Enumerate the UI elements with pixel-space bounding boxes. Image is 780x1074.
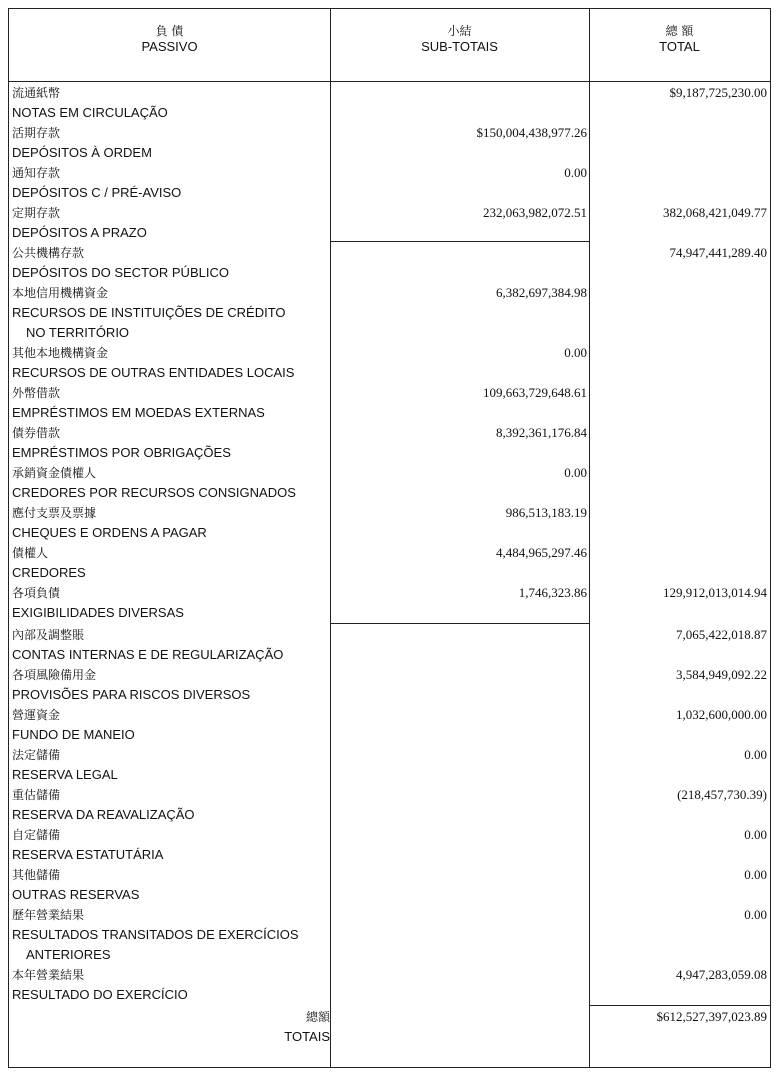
table-row: [9, 965, 767, 1005]
row-total: 382,068,421,049.77: [663, 205, 767, 220]
row-label: [12, 83, 337, 123]
row-label: [12, 423, 337, 463]
row-subtotal: $150,004,438,977.26: [476, 125, 587, 140]
row-total: 0.00: [744, 867, 767, 882]
table-row: [9, 203, 767, 243]
row-total: 0.00: [744, 907, 767, 922]
table-row: [9, 745, 767, 785]
row-label-pt: DEPÓSITOS À ORDEM: [12, 145, 152, 160]
row-label-pt: RESULTADO DO EXERCÍCIO: [12, 987, 188, 1002]
row-label: [12, 243, 337, 283]
table-row: [9, 343, 764, 383]
row-label: [12, 865, 337, 905]
row-label-zh: 各項負債: [12, 586, 61, 600]
row-label-pt: RESERVA ESTATUTÁRIA: [12, 847, 164, 862]
row-label: [12, 965, 337, 1005]
row-label: [12, 163, 337, 203]
row-label-zh: 定期存款: [12, 206, 61, 220]
row-label-zh: 歷年營業結果: [12, 908, 85, 922]
row-total: 0.00: [744, 747, 767, 762]
table-row: [9, 243, 767, 283]
row-subtotal: 986,513,183.19: [505, 505, 587, 520]
table-row: [9, 865, 767, 905]
row-total: 74,947,441,289.40: [669, 245, 767, 260]
row-label-pt: RECURSOS DE INSTITUIÇÕES DE CRÉDITO: [12, 305, 286, 320]
table-row: [9, 383, 764, 423]
table-row: [9, 283, 764, 343]
row-label-zh: 內部及調整賬: [12, 628, 85, 642]
header-total-zh: 總 額: [665, 24, 694, 38]
row-label-pt: DEPÓSITOS C / PRÉ-AVISO: [12, 185, 182, 200]
row-label-pt: FUNDO DE MANEIO: [12, 727, 135, 742]
row-label-zh: 重估儲備: [12, 788, 61, 802]
row-label-zh: 債權人: [12, 546, 49, 560]
row-total: 129,912,013,014.94: [663, 585, 767, 600]
header-subtotals-pt: SUB-TOTAIS: [421, 39, 498, 54]
row-total: (218,457,730.39): [677, 787, 767, 802]
row-label: [12, 785, 337, 825]
row-label-zh: 債券借款: [12, 426, 61, 440]
row-label-zh: 其他儲備: [12, 868, 61, 882]
header-liabilities-zh: 負 債: [155, 24, 184, 38]
row-label-zh: 承銷資金債權人: [12, 466, 97, 480]
totals-row: [9, 1007, 767, 1047]
table-row: [9, 123, 764, 163]
row-label: [12, 283, 337, 343]
subtotal-rule-2: [330, 623, 589, 624]
balance-sheet-liabilities: [8, 8, 771, 1068]
row-label-pt-continued: ANTERIORES: [26, 947, 111, 962]
row-label-zh: 自定儲備: [12, 828, 61, 842]
row-label-pt: EXIGIBILIDADES DIVERSAS: [12, 605, 184, 620]
row-label-zh: 應付支票及票據: [12, 506, 97, 520]
row-label: [12, 825, 337, 865]
row-subtotal: 109,663,729,648.61: [483, 385, 587, 400]
row-total: 0.00: [744, 827, 767, 842]
row-label-pt: RESERVA LEGAL: [12, 767, 118, 782]
header-total: [589, 23, 770, 55]
row-label-pt: CREDORES POR RECURSOS CONSIGNADOS: [12, 485, 296, 500]
row-label-pt: DEPÓSITOS DO SECTOR PÚBLICO: [12, 265, 229, 280]
row-subtotal: 1,746,323.86: [518, 585, 587, 600]
row-subtotal: 0.00: [564, 165, 587, 180]
row-label: [12, 503, 337, 543]
table-row: [9, 83, 767, 123]
row-label-zh: 公共機構存款: [12, 246, 85, 260]
header-subtotals: [330, 23, 589, 55]
row-label: [12, 583, 337, 623]
row-label-zh: 流通紙幣: [12, 86, 61, 100]
row-label: [12, 905, 337, 965]
row-total: 4,947,283,059.08: [676, 967, 767, 982]
row-label-pt: DEPÓSITOS A PRAZO: [12, 225, 147, 240]
row-subtotal: 0.00: [564, 345, 587, 360]
row-label: [12, 705, 337, 745]
row-label-pt: RECURSOS DE OUTRAS ENTIDADES LOCAIS: [12, 365, 295, 380]
table-row: [9, 543, 764, 583]
row-label-zh: 法定儲備: [12, 748, 61, 762]
row-subtotal: 6,382,697,384.98: [496, 285, 587, 300]
row-label-pt: CONTAS INTERNAS E DE REGULARIZAÇÃO: [12, 647, 284, 662]
total-rule: [589, 1005, 770, 1006]
row-label-zh: 本年營業結果: [12, 968, 85, 982]
row-total: $9,187,725,230.00: [669, 85, 767, 100]
row-label-zh: 外幣借款: [12, 386, 61, 400]
row-label-pt: OUTRAS RESERVAS: [12, 887, 140, 902]
row-label: [12, 383, 337, 423]
row-label-zh: 活期存款: [12, 126, 61, 140]
totals-label-pt: TOTAIS: [284, 1029, 330, 1044]
table-row: [9, 503, 764, 543]
table-row: [9, 163, 764, 203]
table-row: [9, 665, 767, 705]
row-subtotal: 232,063,982,072.51: [483, 205, 587, 220]
row-subtotal: 0.00: [564, 465, 587, 480]
table-row: [9, 905, 767, 965]
row-label-pt: EMPRÉSTIMOS POR OBRIGAÇÕES: [12, 445, 231, 460]
row-label: [12, 463, 337, 503]
row-label-zh: 各項風險備用金: [12, 668, 97, 682]
header-liabilities-pt: PASSIVO: [141, 39, 198, 54]
row-label-pt: PROVISÕES PARA RISCOS DIVERSOS: [12, 687, 251, 702]
table-row: [9, 583, 767, 623]
row-total: 7,065,422,018.87: [676, 627, 767, 642]
header-rule: [9, 81, 770, 82]
header-liabilities: [9, 23, 330, 55]
row-label: [12, 203, 337, 243]
row-label: [12, 625, 337, 665]
row-label-zh: 營運資金: [12, 708, 61, 722]
row-label-zh: 其他本地機構資金: [12, 346, 109, 360]
row-label: [12, 123, 337, 163]
row-label-pt: NOTAS EM CIRCULAÇÃO: [12, 105, 168, 120]
row-label-zh: 通知存款: [12, 166, 61, 180]
totals-label-zh: 總額: [305, 1010, 330, 1024]
table-row: [9, 423, 764, 463]
table-row: [9, 705, 767, 745]
header-subtotals-zh: 小結: [447, 24, 472, 38]
row-subtotal: 4,484,965,297.46: [496, 545, 587, 560]
row-label-pt: RESULTADOS TRANSITADOS DE EXERCÍCIOS: [12, 927, 299, 942]
table-row: [9, 625, 767, 665]
row-total: 1,032,600,000.00: [676, 707, 767, 722]
row-label: [12, 665, 337, 705]
row-total: 3,584,949,092.22: [676, 667, 767, 682]
table-row: [9, 785, 767, 825]
table-row: [9, 825, 767, 865]
row-subtotal: 8,392,361,176.84: [496, 425, 587, 440]
row-label-pt: EMPRÉSTIMOS EM MOEDAS EXTERNAS: [12, 405, 265, 420]
row-label-pt: CREDORES: [12, 565, 86, 580]
totals-label: [12, 1007, 330, 1047]
row-label-pt-continued: NO TERRITÓRIO: [26, 325, 130, 340]
row-label-zh: 本地信用機構資金: [12, 286, 109, 300]
row-label-pt: CHEQUES E ORDENS A PAGAR: [12, 525, 207, 540]
row-label-pt: RESERVA DA REAVALIZAÇÃO: [12, 807, 195, 822]
row-label: [12, 745, 337, 785]
totals-value: $612,527,397,023.89: [656, 1009, 767, 1024]
row-label: [12, 543, 337, 583]
table-row: [9, 463, 764, 503]
header-total-pt: TOTAL: [659, 39, 700, 54]
row-label: [12, 343, 337, 383]
